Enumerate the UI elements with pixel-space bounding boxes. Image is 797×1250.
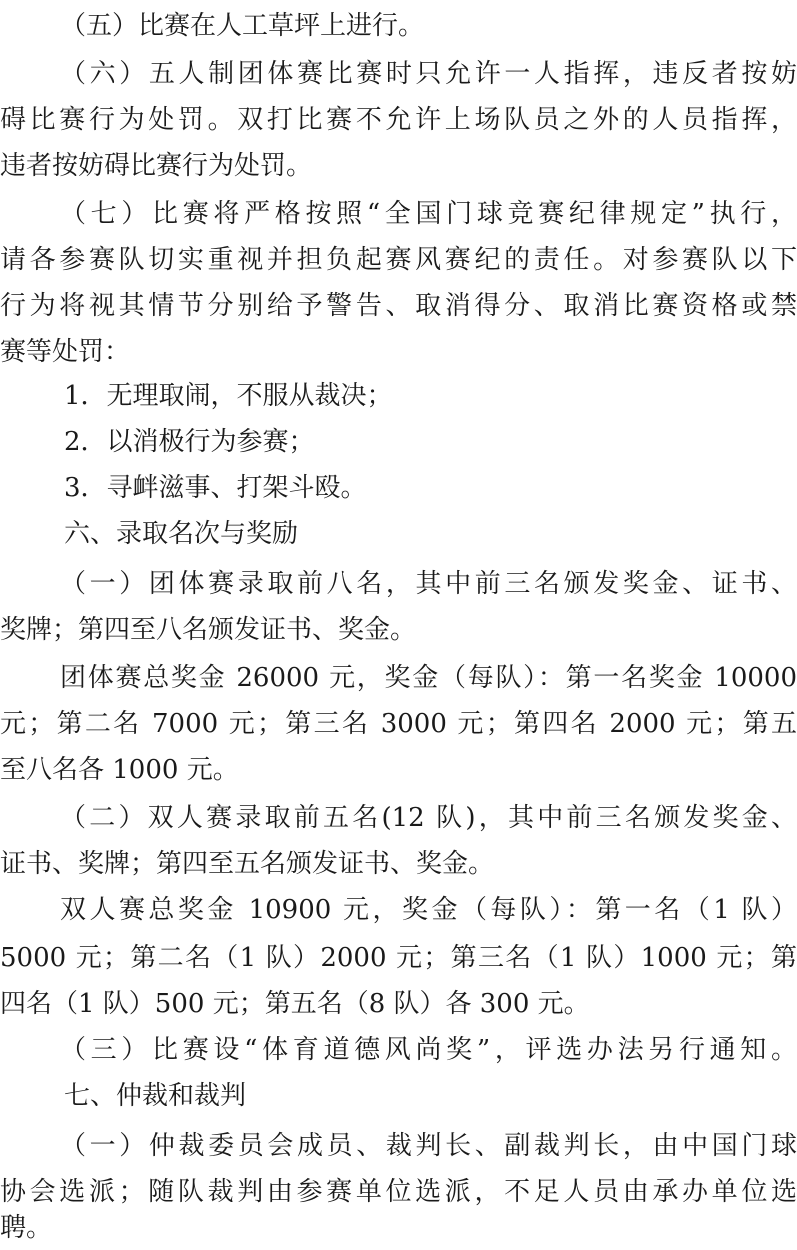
team-award-line-1: （一）团体赛录取前八名，其中前三名颁发奖金、证书、 bbox=[60, 569, 797, 599]
doubles-prize-line-3: 四名（1 队）500 元；第五名（8 队）各 300 元。 bbox=[0, 989, 590, 1019]
arbitration-line-2: 协会选派；随队裁判由参赛单位选派，不足人员由承办单位选 bbox=[0, 1177, 797, 1207]
item-6-line-2: 碍比赛行为处罚。双打比赛不允许上场队员之外的人员指挥， bbox=[0, 105, 797, 135]
section-7-heading: 七、仲裁和裁判 bbox=[64, 1081, 247, 1111]
list-item-1: 1．无理取闹，不服从裁决； bbox=[64, 381, 393, 411]
arbitration-line-1: （一）仲裁委员会成员、裁判长、副裁判长，由中国门球 bbox=[60, 1131, 797, 1161]
item-7-line-3: 行为将视其情节分别给予警告、取消得分、取消比赛资格或禁 bbox=[0, 291, 797, 321]
item-7-line-4: 赛等处罚： bbox=[0, 337, 131, 367]
item-7-line-1: （七）比赛将严格按照“全国门球竞赛纪律规定”执行， bbox=[60, 199, 797, 229]
list-item-2: 2．以消极行为参赛； bbox=[64, 427, 315, 457]
doubles-prize-line-1: 双人赛总奖金 10900 元，奖金（每队）：第一名（1 队） bbox=[60, 895, 797, 925]
sportsmanship-award: （三）比赛设“体育道德风尚奖”，评选办法另行通知。 bbox=[60, 1035, 797, 1065]
team-award-line-2: 奖牌；第四至八名颁发证书、奖金。 bbox=[0, 615, 417, 645]
section-6-heading: 六、录取名次与奖励 bbox=[64, 519, 299, 549]
doubles-award-line-1: （二）双人赛录取前五名(12 队)，其中前三名颁发奖金、 bbox=[60, 803, 797, 833]
doubles-prize-line-2: 5000 元；第二名（1 队）2000 元；第三名（1 队）1000 元；第 bbox=[0, 943, 797, 973]
item-7-line-2: 请各参赛队切实重视并担负起赛风赛纪的责任。对参赛队以下 bbox=[0, 245, 797, 275]
team-prize-line-1: 团体赛总奖金 26000 元，奖金（每队）：第一名奖金 10000 bbox=[60, 663, 797, 693]
item-6-line-1: （六）五人制团体赛比赛时只允许一人指挥，违反者按妨 bbox=[60, 59, 797, 89]
team-prize-line-3: 至八名各 1000 元。 bbox=[0, 755, 239, 785]
item-6-line-3: 违者按妨碍比赛行为处罚。 bbox=[0, 151, 313, 181]
arbitration-line-3: 聘。 bbox=[0, 1213, 53, 1243]
list-item-3: 3．寻衅滋事、打架斗殴。 bbox=[64, 473, 367, 503]
item-5-grass-court: （五）比赛在人工草坪上进行。 bbox=[60, 11, 425, 41]
doubles-award-line-2: 证书、奖牌；第四至五名颁发证书、奖金。 bbox=[0, 849, 495, 879]
team-prize-line-2: 元；第二名 7000 元；第三名 3000 元；第四名 2000 元；第五 bbox=[0, 709, 797, 739]
